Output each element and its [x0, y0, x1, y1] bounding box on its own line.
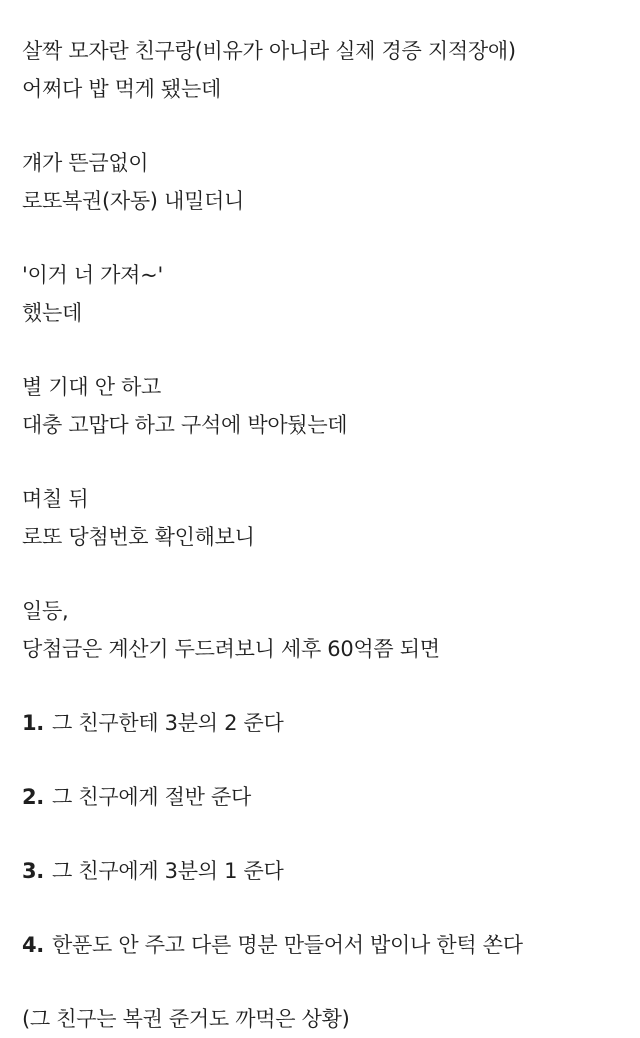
story-line: 살짝 모자란 친구랑(비유가 아니라 실제 경증 지적장애)	[22, 39, 516, 63]
story-line: 했는데	[22, 301, 82, 325]
option-number: 3.	[22, 859, 44, 883]
story-paragraph	[22, 256, 620, 332]
story-line: 며칠 뒤	[22, 487, 89, 511]
option-number: 1.	[22, 711, 44, 735]
option-number: 2.	[22, 785, 44, 809]
option-text: 그 친구에게 절반 준다	[52, 785, 251, 809]
option-text: 한푼도 안 주고 다른 명분 만들어서 밥이나 한턱 쏜다	[52, 933, 523, 957]
story-paragraph	[22, 592, 620, 668]
option-item-2	[22, 778, 620, 816]
closing-note: (그 친구는 복권 준거도 까먹은 상황)	[22, 1007, 350, 1031]
story-line: '이거 너 가져~'	[22, 263, 163, 287]
story-line: 당첨금은 계산기 두드려보니 세후 60억쯤 되면	[22, 637, 440, 661]
option-text: 그 친구한테 3분의 2 준다	[52, 711, 284, 735]
option-number: 4.	[22, 933, 44, 957]
story-paragraph	[22, 480, 620, 556]
option-item-3	[22, 852, 620, 890]
story-line: 어쩌다 밥 먹게 됐는데	[22, 77, 221, 101]
story-paragraph	[22, 144, 620, 220]
story-line: 로또 당첨번호 확인해보니	[22, 525, 255, 549]
story-line: 일등,	[22, 599, 69, 623]
story-paragraph	[22, 32, 620, 108]
story-line: 별 기대 안 하고	[22, 375, 162, 399]
option-text: 그 친구에게 3분의 1 준다	[52, 859, 284, 883]
story-line: 로또복권(자동) 내밀더니	[22, 189, 245, 213]
story-line: 대충 고맙다 하고 구석에 박아뒀는데	[22, 413, 348, 437]
option-item-1	[22, 704, 620, 742]
story-line: 걔가 뜬금없이	[22, 151, 149, 175]
story-paragraph	[22, 368, 620, 444]
option-item-4	[22, 926, 620, 964]
